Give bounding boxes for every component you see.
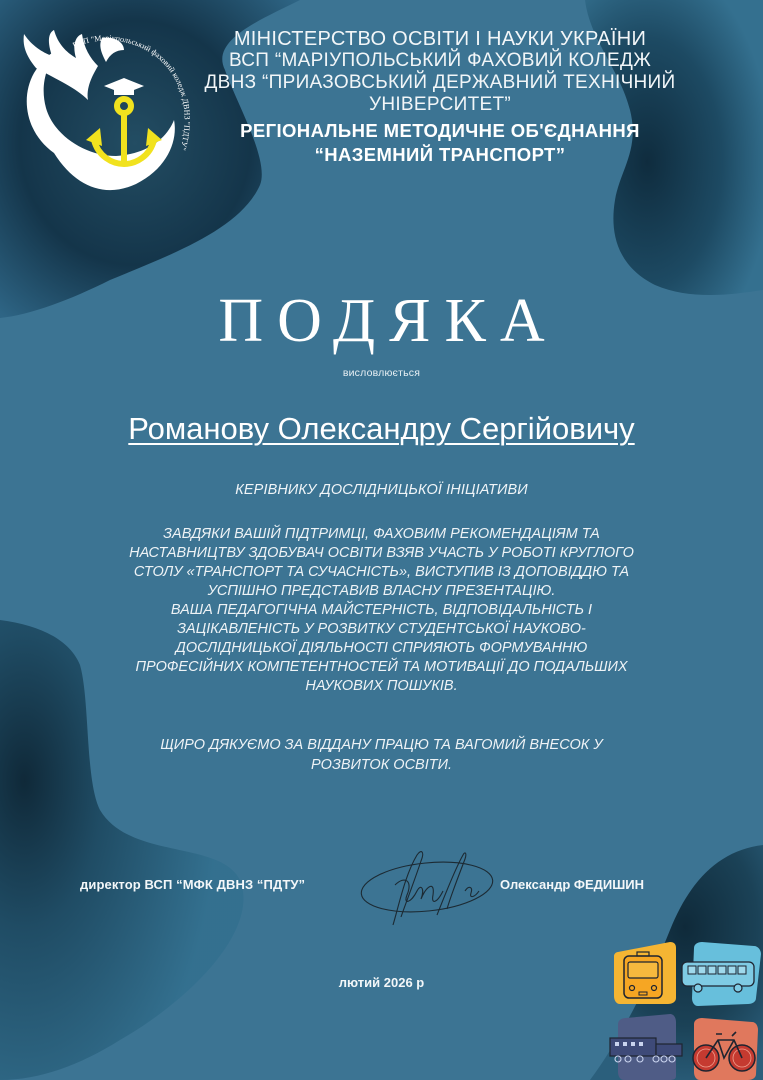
body-line: ВАША ПЕДАГОГІЧНА МАЙСТЕРНІСТЬ, ВІДПОВІДАЛЬНІСТЬ І (170, 602, 593, 618)
header-line-college: ВСП “МАРІУПОЛЬСЬКИЙ ФАХОВИЙ КОЛЕДЖ (228, 50, 652, 71)
logo-arc-text: ВСП "Маріупольський фаховий коледж ДВНЗ "ПДТУ" (71, 33, 192, 152)
body-line: НАСТАВНИЦТВУ ЗДОБУВАЧ ОСВІТИ ВЗЯВ УЧАСТЬ У РОБОТІ КРУГЛОГО (129, 545, 634, 561)
recipient-name: Романову Олександру Сергійовичу (128, 411, 635, 446)
certificate-title: ПОДЯКА (218, 287, 559, 355)
body-line: ЗАЦІКАВЛЕНІСТЬ У РОЗВИТКУ СТУДЕНТСЬКОЇ НАУКОВО- (177, 621, 586, 637)
header-line-ministry: МІНІСТЕРСТВО ОСВІТИ І НАУКИ УКРАЇНИ (233, 28, 647, 50)
transport-icons (606, 940, 763, 1080)
thanks-line: РОЗВИТОК ОСВІТИ. (311, 757, 452, 773)
body-line: НАУКОВИХ ПОШУКІВ. (305, 678, 458, 694)
header (150, 28, 730, 167)
coach-bus-icon (682, 942, 761, 1006)
header-line-university-end: УНІВЕРСИТЕТ” (368, 94, 512, 115)
anchor-icon (94, 99, 154, 164)
body-line: ДОСЛІДНИЦЬКОЇ ДІЯЛЬНОСТІ СПРИЯЮТЬ ФОРМУВАННЮ (175, 640, 588, 656)
issue-date: лютий 2026 р (338, 975, 425, 990)
certificate-subtitle: висловлюється (342, 367, 421, 379)
header-line-university: ДВНЗ “ПРИАЗОВСЬКИЙ ДЕРЖАВНИЙ ТЕХНІЧНИЙ (204, 72, 676, 93)
bus-front-icon (614, 942, 676, 1004)
thanks-line: ЩИРО ДЯКУЄМО ЗА ВІДДАНУ ПРАЦЮ ТА ВАГОМИЙ ВНЕСОК У (160, 737, 603, 753)
body-line: ЗАВДЯКИ ВАШІЙ ПІДТРИМЦІ, ФАХОВИМ РЕКОМЕНДАЦІЯМ ТА (163, 526, 600, 542)
signer-position: директор ВСП “МФК ДВНЗ “ПДТУ” (80, 877, 306, 892)
header-association: РЕГІОНАЛЬНЕ МЕТОДИЧНЕ ОБ'ЄДНАННЯ (240, 120, 640, 141)
gratitude-body (70, 525, 693, 696)
signature-icon (355, 845, 505, 935)
graduation-cap-icon (104, 78, 144, 95)
thanks-text (90, 735, 673, 775)
header-association-name: “НАЗЕМНИЙ ТРАНСПОРТ” (314, 144, 566, 165)
bicycle-icon (693, 1018, 758, 1080)
body-line: ПРОФЕСІЙНИХ КОМПЕТЕНТНОСТЕЙ ТА МОТИВАЦІЇ ДО ПОДАЛЬШИХ (135, 659, 628, 675)
body-line: СТОЛУ «ТРАНСПОРТ ТА СУЧАСНІСТЬ», ВИСТУПИВ ІЗ ДОПОВІДДЮ ТА (133, 564, 630, 580)
body-line: УСПІШНО ПРЕДСТАВИВ ВЛАСНУ ПРЕЗЕНТАЦІЮ. (207, 583, 556, 599)
signer-name: Олександр ФЕДИШИН (500, 877, 645, 892)
train-icon (610, 1014, 682, 1080)
recipient-role: КЕРІВНИКУ ДОСЛІДНИЦЬКОЇ ІНІЦІАТИВИ (235, 482, 528, 498)
